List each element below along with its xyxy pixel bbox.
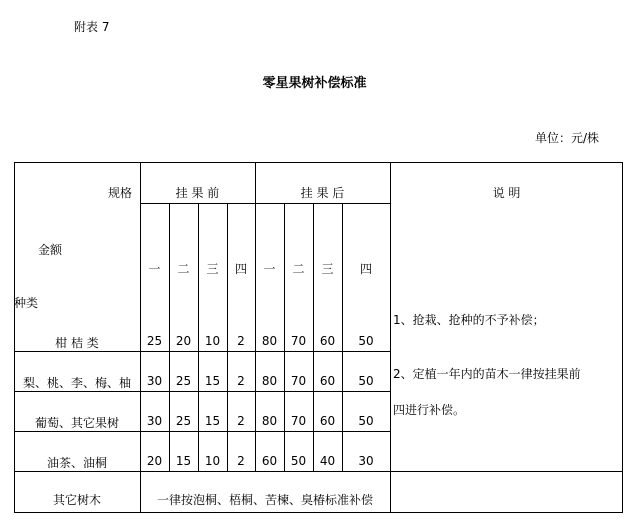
- row-name: 柑 桔 类: [55, 336, 99, 350]
- row-name-other-trees: 其它树木: [52, 493, 101, 507]
- page-title: 零星果树补偿标准: [262, 76, 367, 91]
- table-cell: 50: [358, 334, 374, 348]
- unit-label: 单位：元/株: [534, 131, 599, 145]
- table-cell: 70: [290, 334, 307, 348]
- row-name: 油茶、油桐: [46, 456, 107, 470]
- table-cell: 15: [175, 454, 192, 468]
- table-cell: 2: [237, 454, 245, 468]
- corner-spec: 规格: [108, 186, 133, 200]
- table-cell: 60: [319, 334, 336, 348]
- table-cell: 80: [261, 414, 278, 428]
- other-trees-rule: 一律按泡桐、梧桐、苦楝、臭椿标准补偿: [156, 493, 373, 507]
- corner-kind: 种类: [14, 296, 39, 310]
- table-cell: 30: [358, 454, 374, 468]
- row-name: 葡萄、其它果树: [34, 416, 119, 430]
- table-cell: 20: [175, 334, 192, 348]
- row-name: 梨、桃、李、梅、柚: [22, 376, 131, 390]
- table-cell: 25: [146, 334, 163, 348]
- grade-header: 三: [206, 262, 219, 276]
- note-line-3: 四进行补偿。: [393, 403, 466, 417]
- table-cell: 70: [290, 374, 307, 388]
- table-cell: 20: [146, 454, 163, 468]
- grade-header: 四: [359, 262, 372, 276]
- table-cell: 60: [319, 414, 336, 428]
- table-cell: 2: [237, 414, 245, 428]
- table-cell: 30: [146, 374, 163, 388]
- grade-header: 一: [263, 262, 276, 276]
- table-cell: 60: [261, 454, 278, 468]
- table-cell: 80: [261, 334, 278, 348]
- attachment-label: 附表 7: [74, 20, 110, 34]
- table-cell: 30: [146, 414, 163, 428]
- note-line-1: 1、抢栽、抢种的不予补偿；: [393, 313, 545, 327]
- compensation-table: [14, 162, 624, 514]
- table-cell: 10: [204, 454, 221, 468]
- table-cell: 25: [175, 414, 192, 428]
- table-cell: 70: [290, 414, 307, 428]
- table-cell: 50: [358, 414, 374, 428]
- note-line-2: 2、定植一年内的苗木一律按挂果前: [393, 367, 581, 381]
- grade-header: 二: [177, 262, 190, 276]
- table-cell: 10: [204, 334, 221, 348]
- table-cell: 2: [237, 334, 245, 348]
- table-cell: 50: [358, 374, 374, 388]
- grade-header: 三: [321, 262, 334, 276]
- grade-header: 四: [234, 262, 247, 276]
- table-cell: 40: [319, 454, 336, 468]
- table-cell: 15: [204, 414, 221, 428]
- table-cell: 2: [237, 374, 245, 388]
- corner-amount: 金额: [38, 243, 63, 257]
- header-before-fruit: 挂 果 前: [175, 186, 220, 200]
- table-cell: 80: [261, 374, 278, 388]
- table-cell: 50: [290, 454, 307, 468]
- table-cell: 25: [175, 374, 192, 388]
- grade-header: 二: [292, 262, 305, 276]
- grade-header: 一: [148, 262, 161, 276]
- table-cell: 60: [319, 374, 336, 388]
- header-notes: 说 明: [492, 186, 521, 200]
- header-after-fruit: 挂 果 后: [300, 186, 345, 200]
- table-cell: 15: [204, 374, 221, 388]
